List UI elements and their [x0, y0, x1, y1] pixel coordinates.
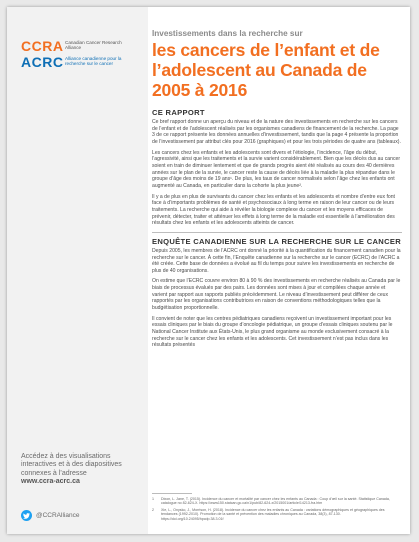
paragraph: Il convient de noter que les centres pédiatriques canadiens reçoivent un investissement important pour les essais cliniques par le biais du groupe d’oncologie pédiatrique, un groupe d’essais cliniques soutenu par le National Cancer Institute aux États-Unis, le plus grand organisme au monde exclusivement consacré à la recherche sur le cancer chez les enfants et les adolescents. Cet investissement n’est pas inclus dans les résultats présentés: [152, 315, 393, 349]
footnote-number: 2: [152, 507, 154, 512]
ccra-acrc-logo: [21, 37, 141, 77]
logo-ccra: CCRA: [21, 38, 64, 54]
sidebar: [7, 7, 148, 534]
main-column: [152, 29, 402, 353]
footnote-number: 1: [152, 497, 154, 501]
footnotes: [152, 493, 402, 523]
title-kicker: Investissements dans la recherche sur: [152, 29, 303, 38]
section-divider: [152, 232, 402, 233]
twitter-handle: @CCRAlliance: [36, 512, 80, 519]
footnote-rule: [152, 493, 192, 494]
section-heading-report: CE RAPPORT: [152, 108, 205, 117]
section-heading-survey: ENQUÊTE CANADIENNE SUR LA RECHERCHE SUR LE CANCER: [152, 236, 401, 246]
footnote: [152, 508, 402, 521]
twitter-row[interactable]: [21, 510, 79, 521]
logo-french-name: Alliance canadienne pour la recherche sur le cancer: [65, 56, 122, 67]
footnote-text[interactable]: Xie, L., Onysko, J., Morrison, H. (2018). Incidence du cancer chez les enfants au Canada : variations démographiques et géographiques des tendances (1992-2010). Promotion de la santé et prévention des maladies chroniques au Canada, 38(3), 87-130. https://doi.org/10.24095/hpcdp.38.3.01f: [161, 507, 385, 521]
paragraph: Il y a de plus en plus de survivants du cancer chez les enfants et les adolescents et nombre d’entre eux font face à d’importants problèmes de santé et psychosociaux à long terme en raison de leur cancer ou de leurs traitements. La recherche qui aide à révéler la biologie complexe du cancer et les moyens efficaces de prévenir, détecter, traiter et atténuer les effets à long terme de la maladie est essentielle à l’amélioration des résultats chez les enfants et les adolescents atteints de cancer.: [152, 193, 395, 227]
paragraph: Depuis 2005, les membres de l’ACRC ont donné la priorité à la quantification du financement canadien pour la recherche sur le cancer. À cette fin, l’Enquête canadienne sur la recherche sur le cancer (ECRC) de l’ACRC a été créée. Cette base de données a évolué au fil du temps pour suivre les investissements en recherche de plus de 40 organisations.: [152, 247, 401, 274]
logo-english-name: Canadian Cancer Research Alliance: [65, 40, 122, 51]
logo-acrc: ACRC: [21, 54, 64, 70]
footnote-text[interactable]: Dixon, L. Jane, T. (2015). Incidence du cancer et mortalité par cancer chez les enfants au Canada : Coup d’œil sur la santé. Statistique Canada, catalogue no 82-624-X. https://www150.statcan.gc.ca/n1/pub/82-624-x/2015001/article/14213-fra.htm: [161, 497, 390, 506]
website-link[interactable]: www.ccra-acrc.ca: [21, 478, 80, 486]
visualisation-note-text: Accédez à des visualisations interactives et à des diapositives connexes à l’adresse: [21, 453, 122, 477]
twitter-icon: [21, 510, 32, 521]
page-title: les cancers de l’enfant et de l’adolescent au Canada de 2005 à 2016: [152, 40, 380, 100]
document-page: [7, 7, 410, 534]
paragraph: Les cancers chez les enfants et les adolescents sont divers et l’étiologie, l’incidence, l’âge du début, l’agressivité, ainsi que les traitements et la survie varient considérablement. Bien que les décès dus au cancer soient en train de diminuer lentement et que de grands progrès aient été réalisés au cours des 40 dernières années sur le plan de la survie, le cancer reste la cause de décès liée à la maladie la plus répandue dans le groupe d’âge des moins de 19 ans¹. De plus, les taux de cancer normalisés selon l’âge chez les enfants ont augmenté au Canada, en particulier dans la cohorte la plus jeune².: [152, 149, 401, 189]
paragraph: On estime que l’ECRC couvre environ 80 à 90 % des investissements en recherche réalisés au Canada par le biais de processus évalués par des pairs. Les données sont mises à jour et compilées chaque année et varient par rapport aux rapports publiés précédemment. Le niveau d’investissement peut différer de ceux rapportés par les organisations contributrices en raison de conventions méthodologiques telles que la budgétisation proportionnelle.: [152, 278, 401, 312]
footnote: [152, 497, 402, 506]
paragraph: Ce bref rapport donne un aperçu du niveau et de la nature des investissements en recherche sur les cancers de l’enfant et de l’adolescent réalisés par les organismes canadiens de financement de la recherche. La page 3 de ce rapport présente les données annuelles d’investissement, tandis que la page 4 présente la proportion de l’investissement par attribut clés pour 2016 (graphiques) et pour les trois périodes de quatre ans (tableaux).: [152, 119, 401, 145]
visualisation-note: [21, 453, 139, 487]
